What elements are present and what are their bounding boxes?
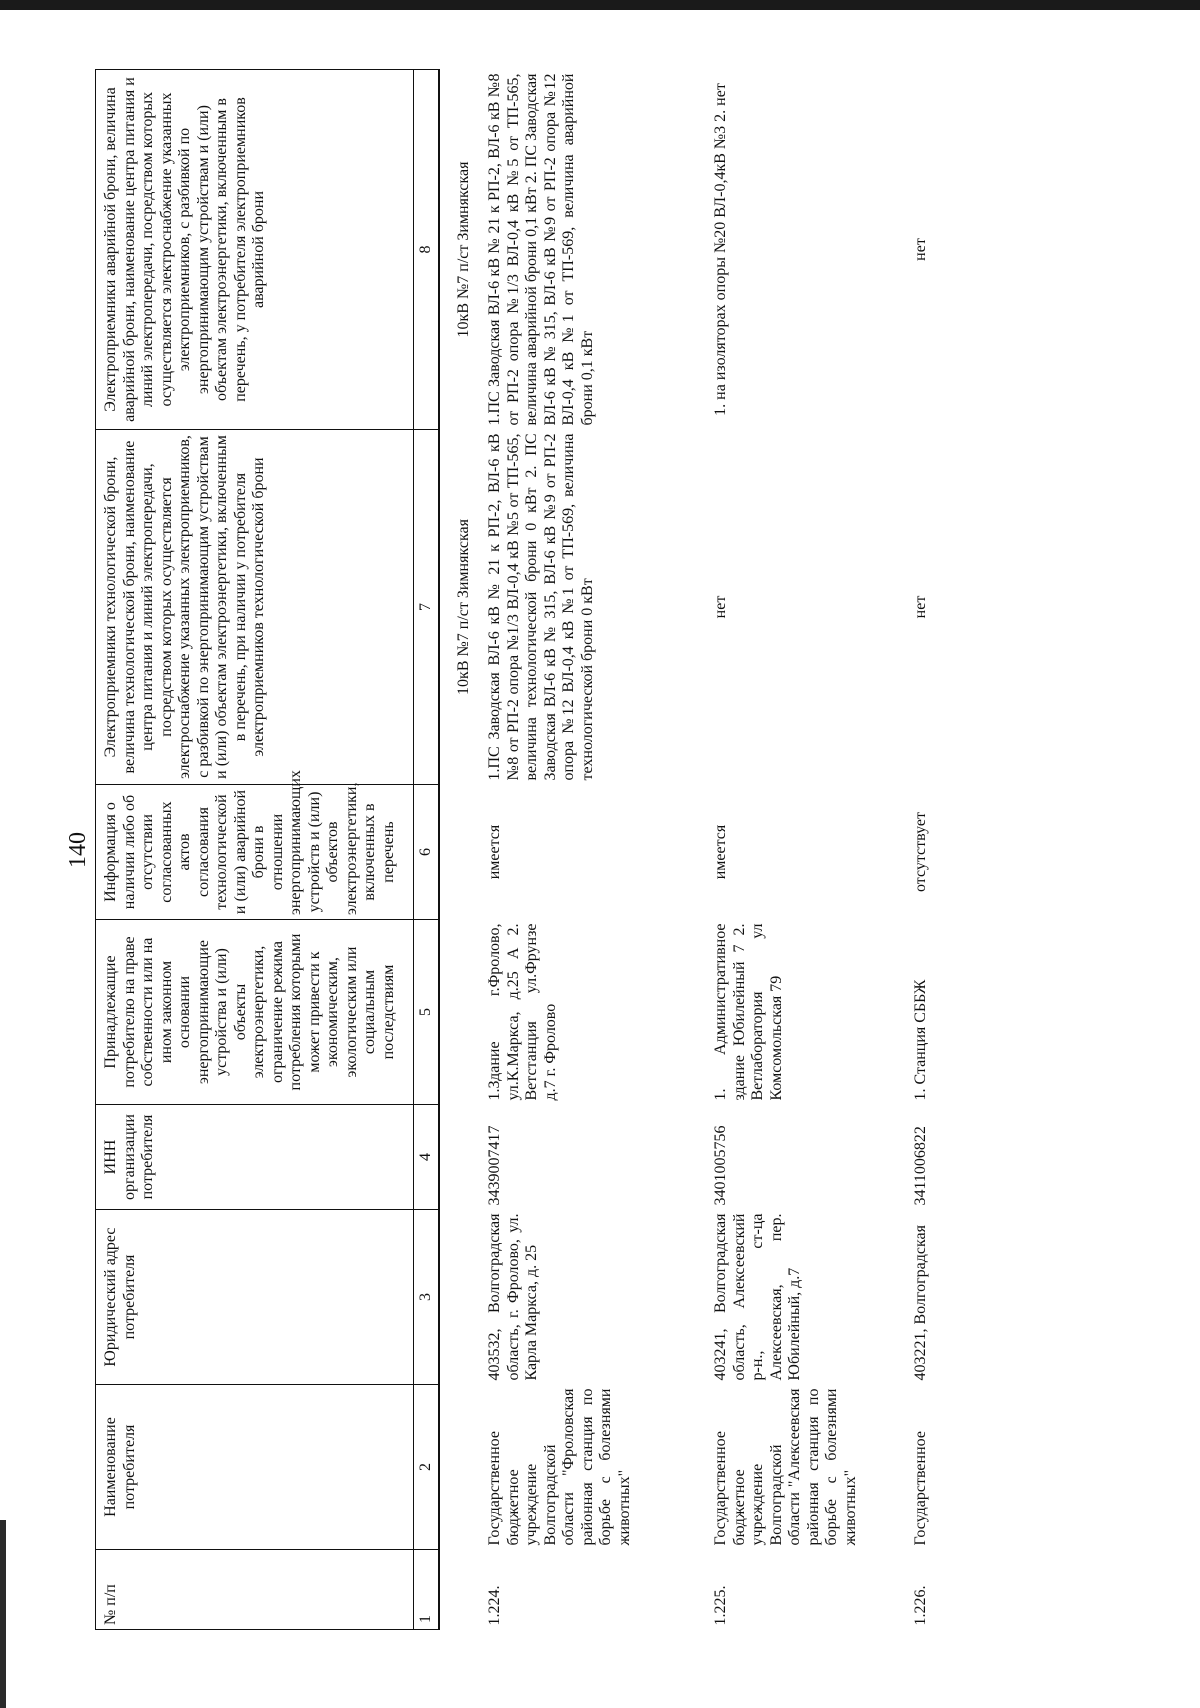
column-number: 3 — [414, 1210, 440, 1385]
acts-status: имеется — [486, 824, 503, 880]
inn: 3411006822 — [912, 1126, 929, 1206]
header-acts: Информация о наличии либо об отсутствии согласованных актов согласования технологической и (или) аварийной брони в отношении энергопринимающих устройств и (или) объектов электроэнергетики, включенных в перечень — [96, 785, 414, 920]
table-row — [708, 70, 908, 1630]
column-number: 7 — [414, 430, 440, 785]
column-number: 4 — [414, 1105, 440, 1210]
substation-row — [439, 70, 482, 1630]
consumers-table — [95, 69, 935, 1630]
column-number-row — [414, 70, 440, 1630]
emerg-bron: 1.ПС Заводская ВЛ-6 кВ № 21 к РП-2, ВЛ-6 кВ №8 от РП-2 опора №1/3 ВЛ-0,4 кВ №5 от ТП-565, величина аварийной брони 0,1 кВт 2. ПС Заводская ВЛ-6 кВ № 315, ВЛ-6 кВ №9 от РП-2 опора №12 ВЛ-0,4 кВ №1 от ТП-569, величина аварийной брони 0,1 кВт — [486, 73, 596, 426]
header-name: Наименование потребителя — [96, 1385, 414, 1550]
header-objects: Принадлежащие потребителю на праве собственности или на ином законном основании энергопринимающие устройства и (или) объекты электроэнергетики, ограничение режима потребления которыми может привести к экономическим, экологическим или социальным последствиям — [96, 920, 414, 1105]
consumer-name: Государственное бюджетное учреждение Волгоградской области "Алексеевская районная станция по борьбе с болезнями животных" — [712, 1388, 859, 1546]
substation-col8: 10кВ №7 п/ст Зимнякская — [454, 161, 472, 338]
scan-edge-left — [0, 1520, 6, 1708]
column-number: 5 — [414, 920, 440, 1105]
legal-address: 403221, Волгоградская — [912, 1224, 929, 1381]
legal-address: 403241, Волгоградская область, Алексеевский р-н., ст-ца Алексеевская, пер. Юбилейный, д.7 — [712, 1213, 803, 1381]
substation-col7: 10кВ №7 п/ст Зимнякская — [454, 519, 472, 695]
column-number: 8 — [414, 70, 440, 430]
acts-status: отсутствует — [912, 811, 929, 893]
table-row — [482, 70, 708, 1630]
row-number: 1.224. — [486, 1585, 503, 1626]
row-number: 1.225. — [712, 1585, 729, 1626]
emerg-bron: нет — [912, 238, 929, 261]
legal-address: 403532, Волгоградская область, г. Фролово, ул. Карла Маркса, д. 25 — [486, 1213, 540, 1381]
row-number: 1.226. — [912, 1585, 929, 1626]
page-number: 140 — [65, 832, 91, 868]
header-address: Юридический адрес потребителя — [96, 1210, 414, 1385]
tech-bron: нет — [712, 595, 729, 619]
objects: 1.Здание г.Фролово, ул.К.Маркса, д.25 А 2. Ветстанция ул.Фрунзе д.7 г. Фролово — [486, 923, 559, 1101]
header-row — [96, 70, 414, 1630]
inn: 3439007417 — [486, 1125, 503, 1206]
inn: 3401005756 — [712, 1125, 729, 1206]
consumer-name: Государственное бюджетное учреждение Волгоградской области "Фроловская районная станция по борьбе с болезнями животных" — [486, 1388, 633, 1546]
consumer-name: Государственное — [912, 1431, 929, 1546]
header-emerg-bron: Электроприемники аварийной брони, величина аварийной брони, наименование центра питания и линий электропередачи, посредством которых осуществляется электроснабжение указанных электроприемников, с разбивкой по энергопринимающим устройствам и (или) объектам электроэнергетики, включенным в перечень, у потребителя электроприемников аварийной брони — [96, 70, 414, 430]
table-row — [908, 70, 935, 1630]
scan-edge-top — [0, 0, 1200, 10]
acts-status: имеется — [712, 824, 729, 880]
tech-bron: нет — [912, 595, 929, 619]
emerg-bron: 1. на изоляторах опоры №20 ВЛ-0,4кВ №3 2. нет — [712, 83, 729, 416]
header-num: № п/п — [96, 1550, 414, 1630]
column-number: 1 — [414, 1550, 440, 1630]
document-page — [55, 50, 1145, 1650]
column-number: 2 — [414, 1385, 440, 1550]
objects: 1. Станция СББЖ — [912, 979, 929, 1101]
objects: 1. Административное здание Юбилейный 7 2. Ветлаборатория ул Комсомольская 79 — [712, 923, 785, 1101]
tech-bron: 1.ПС Заводская ВЛ-6 кВ № 21 к РП-2, ВЛ-6 кВ №8 от РП-2 опора №1/3 ВЛ-0,4 кВ №5 от ТП-565, величина технологической брони 0 кВт 2. ПС Заводская ВЛ-6 кВ № 315, ВЛ-6 кВ №9 от РП-2 опора №12 ВЛ-0,4 кВ №1 от ТП-569, величина технологической брони 0 кВт — [486, 433, 596, 781]
header-tech-bron: Электроприемники технологической брони, величина технологической брони, наименование центра питания и линий электропередачи, посредством которых осуществляется электроснабжение указанных электроприемников, с разбивкой по энергопринимающим устройствам и (или) объектам электроэнергетики, включенным в перечень, при наличии у потребителя электроприемников технологической брони — [96, 430, 414, 785]
column-number: 6 — [414, 785, 440, 920]
header-inn: ИНН организации потребителя — [96, 1105, 414, 1210]
